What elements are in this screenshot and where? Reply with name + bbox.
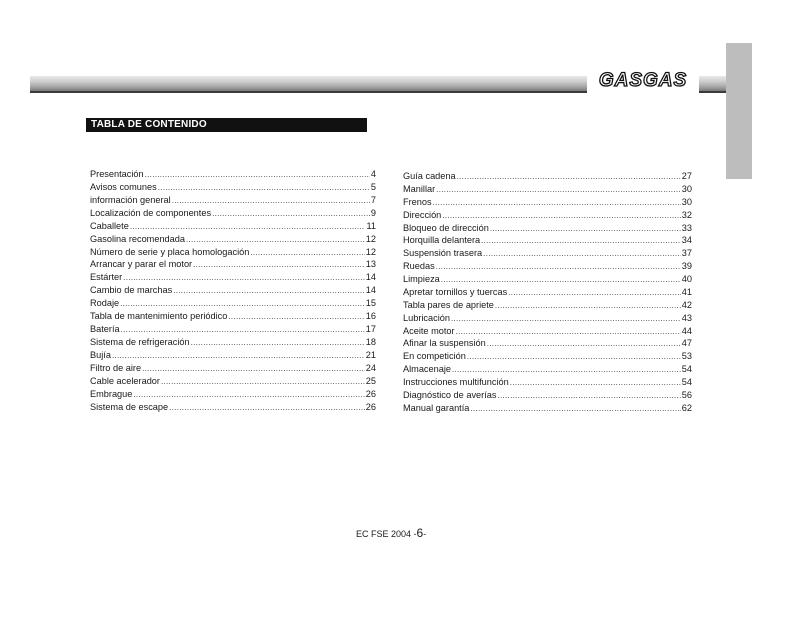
toc-entry-page: 13 — [365, 259, 376, 270]
toc-entry-page: 14 — [365, 272, 376, 283]
toc-entry-page: 41 — [681, 286, 692, 297]
footer-doc-label: EC FSE 2004 - — [356, 529, 417, 539]
toc-entry-page: 39 — [681, 261, 692, 272]
toc-entry-title: Batería — [90, 324, 120, 335]
toc-entry-page: 43 — [681, 312, 692, 323]
toc-leader-dots — [112, 350, 365, 363]
toc-entry[interactable] — [90, 401, 376, 414]
toc-entry-title: Presentación — [90, 169, 144, 179]
toc-entry[interactable] — [403, 402, 692, 415]
toc-entry-title: Sistema de refrigeración — [90, 336, 190, 347]
toc-entry[interactable] — [403, 286, 692, 299]
toc-leader-dots — [228, 311, 364, 324]
toc-leader-dots — [457, 171, 681, 184]
section-title: TABLA DE CONTENIDO — [86, 118, 367, 132]
toc-entry[interactable] — [403, 299, 692, 312]
toc-leader-dots — [436, 184, 681, 197]
toc-entry-title: Gasolina recomendada — [90, 233, 185, 244]
gasgas-logo — [587, 67, 699, 93]
toc-entry-page: 21 — [365, 349, 376, 360]
toc-entry-page: 54 — [681, 364, 692, 375]
toc-entry[interactable] — [90, 388, 376, 401]
toc-entry-page: 62 — [681, 402, 692, 413]
toc-entry[interactable] — [403, 363, 692, 376]
toc-entry-title: Bujía — [90, 349, 111, 360]
toc-entry-title: Horquilla delantera — [403, 235, 481, 246]
toc-entry-page: 16 — [365, 311, 376, 322]
toc-leader-dots — [508, 287, 681, 300]
toc-entry-page: 32 — [681, 209, 692, 220]
toc-leader-dots — [510, 377, 681, 390]
toc-entry[interactable] — [403, 273, 692, 286]
toc-entry-title: Localización de componentes — [90, 207, 212, 218]
toc-entry-title: Embrague — [90, 388, 133, 399]
toc-entry-page: 30 — [681, 196, 692, 207]
toc-entry-title: Guía cadena — [403, 171, 456, 181]
toc-entry-title: Tabla de mantenimiento periódico — [90, 311, 228, 322]
toc-entry[interactable] — [403, 247, 692, 260]
toc-entry-title: Limpieza — [403, 274, 440, 284]
logo-text: GASGAS — [598, 70, 688, 91]
toc-entry-title: Instrucciones multifunción — [403, 377, 509, 387]
footer-page-number: 6 — [416, 526, 424, 540]
toc-leader-dots — [158, 182, 370, 195]
toc-entry[interactable] — [90, 181, 376, 194]
toc-entry-title: En competición — [403, 351, 466, 362]
toc-entry[interactable] — [403, 337, 692, 350]
toc-entry-page: 34 — [681, 235, 692, 246]
toc-leader-dots — [193, 259, 365, 272]
toc-leader-dots — [250, 247, 364, 260]
toc-entry-title: Arrancar y parar el motor — [90, 259, 193, 270]
toc-entry-page: 56 — [681, 389, 692, 400]
toc-entry[interactable] — [403, 350, 692, 363]
toc-entry-title: Manillar — [403, 183, 436, 194]
toc-leader-dots — [145, 169, 370, 182]
toc-entry-title: Lubricación — [403, 312, 450, 323]
toc-leader-dots — [495, 300, 681, 313]
toc-entry[interactable] — [403, 234, 692, 247]
toc-leader-dots — [191, 337, 365, 350]
toc-leader-dots — [436, 261, 681, 274]
toc-entry-page: 27 — [681, 171, 692, 181]
toc-entry-page: 54 — [681, 377, 692, 387]
toc-entry-page: 4 — [370, 169, 376, 179]
toc-leader-dots — [467, 351, 681, 364]
toc-entry-page: 15 — [365, 298, 376, 309]
toc-leader-dots — [483, 248, 681, 261]
toc-leader-dots — [142, 363, 365, 376]
toc-entry-title: Apretar tornillos y tuercas — [403, 286, 508, 297]
toc-leader-dots — [470, 403, 680, 416]
toc-entry[interactable] — [90, 207, 376, 220]
toc-entry-page: 18 — [365, 336, 376, 347]
toc-entry-title: Filtro de aire — [90, 362, 142, 373]
toc-entry[interactable] — [90, 323, 376, 336]
toc-entry[interactable] — [90, 168, 376, 181]
toc-entry[interactable] — [403, 376, 692, 389]
toc-entry-title: Sistema de escape — [90, 401, 169, 412]
toc-entry-page: 25 — [365, 375, 376, 386]
toc-entry[interactable] — [403, 183, 692, 196]
toc-entry-page: 12 — [365, 233, 376, 244]
toc-leader-dots — [433, 197, 681, 210]
toc-entry-title: Dirección — [403, 209, 442, 220]
toc-entry[interactable] — [90, 336, 376, 349]
toc-entry-title: información general — [90, 194, 171, 205]
toc-entry[interactable] — [403, 325, 692, 338]
toc-leader-dots — [497, 390, 680, 403]
toc-leader-dots — [481, 235, 681, 248]
toc-entry[interactable] — [403, 209, 692, 222]
toc-entry-page: 42 — [681, 299, 692, 310]
toc-right-column — [403, 170, 692, 415]
toc-entry-page: 17 — [365, 324, 376, 335]
toc-entry[interactable] — [90, 194, 376, 207]
toc-entry[interactable] — [403, 260, 692, 273]
toc-entry[interactable] — [90, 271, 376, 284]
toc-entry-title: Suspensión trasera — [403, 248, 483, 259]
toc-entry[interactable] — [90, 284, 376, 297]
toc-entry[interactable] — [90, 362, 376, 375]
toc-entry[interactable] — [90, 349, 376, 362]
toc-entry-title: Tabla pares de apriete — [403, 299, 494, 310]
toc-entry[interactable] — [90, 233, 376, 246]
toc-entry[interactable] — [90, 310, 376, 323]
toc-entry[interactable] — [403, 170, 692, 183]
toc-entry-title: Aceite motor — [403, 325, 455, 336]
toc-entry[interactable] — [90, 375, 376, 388]
toc-entry-title: Almacenaje — [403, 364, 452, 375]
toc-entry-title: Caballete — [90, 220, 129, 231]
toc-entry-title: Manual garantía — [403, 402, 470, 413]
toc-entry-title: Cambio de marchas — [90, 285, 173, 296]
toc-entry-page: 11 — [366, 220, 376, 231]
toc-left-column — [90, 168, 376, 414]
toc-entry[interactable] — [403, 389, 692, 402]
toc-entry-title: Bloqueo de dirección — [403, 222, 489, 233]
toc-entry-page: 12 — [365, 246, 376, 257]
side-tab — [726, 43, 752, 179]
toc-leader-dots — [456, 326, 681, 339]
toc-entry-page: 5 — [370, 181, 376, 192]
toc-entry-page: 30 — [681, 183, 692, 194]
toc-entry[interactable] — [403, 196, 692, 209]
footer-suffix: - — [423, 529, 427, 539]
toc-leader-dots — [173, 285, 365, 298]
toc-entry-page: 24 — [365, 362, 376, 373]
toc-leader-dots — [487, 338, 681, 351]
toc-entry-page: 37 — [681, 248, 692, 259]
toc-entry[interactable] — [403, 222, 692, 235]
toc-entry-title: Rodaje — [90, 298, 120, 309]
toc-entry[interactable] — [90, 246, 376, 259]
toc-entry-title: Avisos comunes — [90, 181, 157, 192]
toc-leader-dots — [490, 223, 681, 236]
toc-entry[interactable] — [90, 220, 376, 233]
toc-leader-dots — [451, 313, 681, 326]
toc-entry-page: 14 — [365, 285, 376, 296]
toc-entry-page: 26 — [365, 388, 376, 399]
toc-leader-dots — [212, 208, 370, 221]
toc-entry-title: Número de serie y placa homologación — [90, 246, 250, 257]
toc-entry-title: Estárter — [90, 272, 123, 283]
toc-leader-dots — [161, 376, 365, 389]
toc-leader-dots — [169, 402, 365, 415]
toc-entry-title: Afinar la suspensión — [403, 338, 486, 349]
toc-entry-page: 40 — [681, 274, 692, 284]
toc-entry-page: 44 — [681, 325, 692, 336]
toc-entry[interactable] — [403, 312, 692, 325]
toc-entry-title: Diagnóstico de averías — [403, 389, 497, 400]
toc-entry-title: Ruedas — [403, 261, 435, 272]
toc-entry-page: 7 — [370, 194, 376, 205]
page-footer — [356, 526, 426, 540]
toc-entry-title: Frenos — [403, 196, 432, 207]
toc-entry[interactable] — [90, 258, 376, 271]
toc-entry-page: 53 — [681, 351, 692, 362]
toc-entry[interactable] — [90, 297, 376, 310]
toc-entry-page: 47 — [681, 338, 692, 349]
toc-entry-title: Cable acelerador — [90, 375, 160, 386]
toc-entry-page: 26 — [365, 401, 376, 412]
toc-entry-page: 33 — [681, 222, 692, 233]
toc-entry-page: 9 — [370, 207, 376, 218]
